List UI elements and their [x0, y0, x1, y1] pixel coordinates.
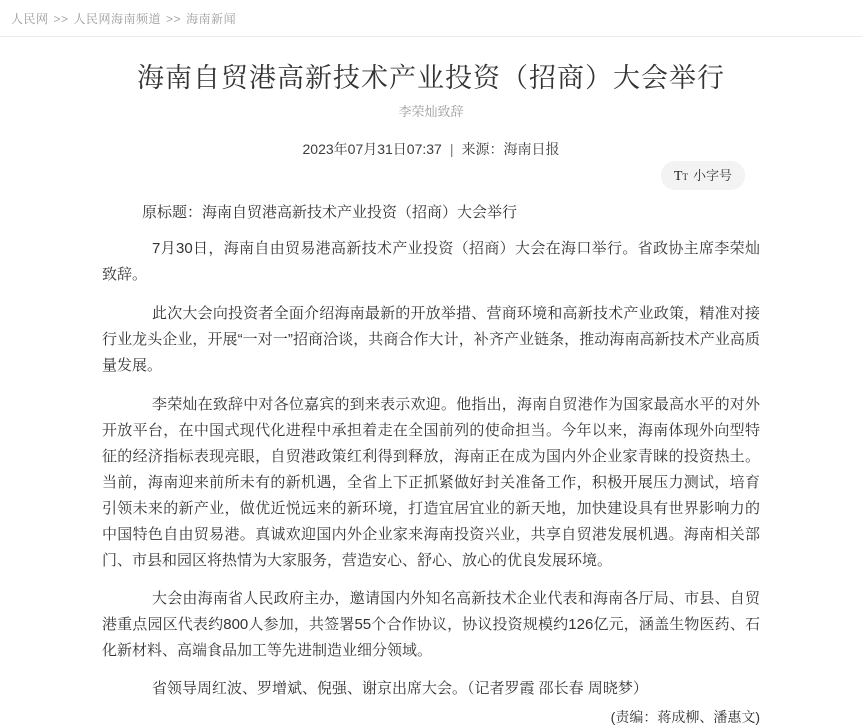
font-size-icon-big-t: T [673, 169, 683, 184]
article-toolbar [102, 161, 760, 190]
article-paragraph: 省领导周红波、罗增斌、倪强、谢京出席大会。（记者罗霞 邵长春 周晓梦） [152, 680, 648, 697]
article-paragraph: 此次大会向投资者全面介绍海南最新的开放举措、营商环境和高新技术产业政策，精准对接行业龙头企业，开展“一对一”招商洽谈，共商合作大计，补齐产业链条，推动海南高新技术产业高质量发展。 [102, 305, 760, 374]
breadcrumb-link-hainan-news[interactable]: 海南新闻 [186, 12, 237, 26]
article-meta [102, 140, 760, 158]
article-paragraph: 李荣灿在致辞中对各位嘉宾的到来表示欢迎。他指出，海南自贸港作为国家最高水平的对外开放平台，在中国式现代化进程中承担着走在全国前列的使命担当。今年以来，海南体现外向型特征的经济指标表现亮眼，自贸港政策红利得到释放，海南正在成为国内外企业家青睐的投资热土。当前，海南迎来前所未有的新机遇，全省上下正抓紧做好封关准备工作，积极开展压力测试，培育引领未来的新产业，做优近悦远来的新环境，打造宜居宜业的新天地，加快建设具有世界影响力的中国特色自由贸易港。真诚欢迎国内外企业家来海南投资兴业，共享自贸港发展机遇。海南相关部门、市县和园区将热情为大家服务，营造安心、舒心、放心的优良发展环境。 [102, 396, 760, 569]
original-title [102, 203, 760, 223]
article-paragraph: 7月30日，海南自由贸易港高新技术产业投资（招商）大会在海口举行。省政协主席李荣灿致辞。 [102, 240, 760, 283]
breadcrumb-link-hainan-channel[interactable]: 人民网海南频道 [73, 12, 162, 26]
breadcrumb-separator: >> [166, 12, 182, 26]
editors-line: (责编：蒋成柳、潘惠文) [610, 709, 760, 725]
font-size-button[interactable] [661, 161, 745, 190]
meta-divider: | [449, 141, 454, 157]
article-body [102, 236, 760, 702]
font-size-icon [674, 168, 688, 183]
publish-date: 2023年07月31日07:37 [302, 141, 442, 157]
original-title-text: 海南自贸港高新技术产业投资（招商）大会举行 [202, 204, 518, 221]
font-size-button-label: 小字号 [692, 168, 732, 183]
breadcrumb-link-peoples-daily[interactable]: 人民网 [11, 12, 49, 26]
source-label: 来源： [461, 141, 504, 157]
article-subtitle: 李荣灿致辞 [398, 104, 464, 119]
breadcrumb [0, 0, 862, 37]
source-name: 海南日报 [503, 141, 560, 157]
font-size-icon-small-t: T [682, 172, 688, 182]
original-title-label: 原标题： [142, 204, 203, 221]
breadcrumb-separator: >> [53, 12, 69, 26]
page-title: 海南自贸港高新技术产业投资（招商）大会举行 [137, 63, 725, 93]
article-content [102, 61, 760, 725]
article-paragraph: 大会由海南省人民政府主办，邀请国内外知名高新技术企业代表和海南各厅局、市县、自贸港重点园区代表约800人参加，共签署55个合作协议，协议投资规模约126亿元，涵盖生物医药、石化新材料、高端食品加工等先进制造业细分领域。 [102, 590, 760, 659]
